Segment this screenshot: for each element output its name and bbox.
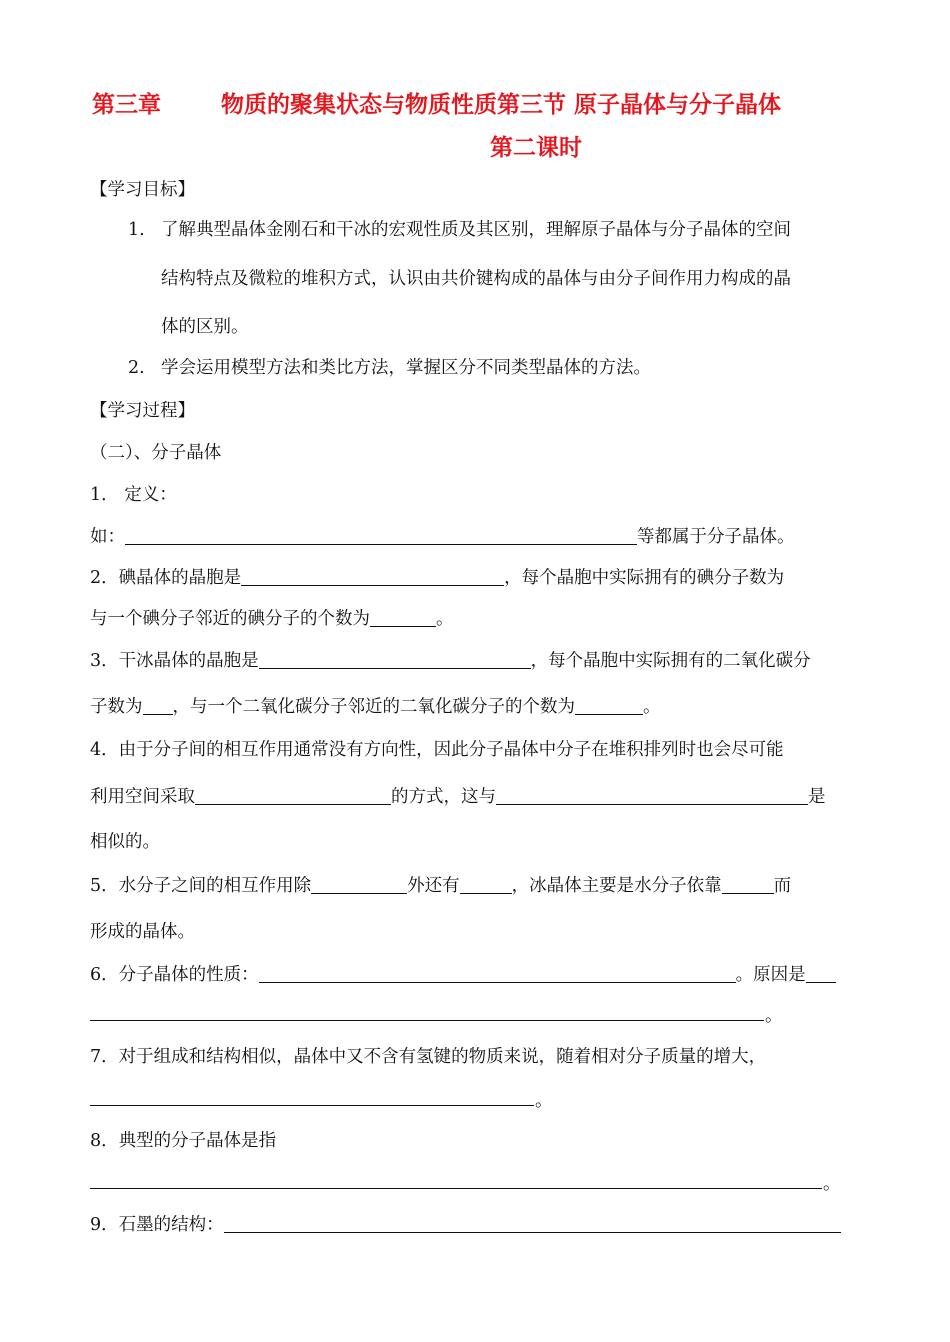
q3-line-2: 子数为 ，与一个二氧化碳分子邻近的二氧化碳分子的个数为 。 bbox=[90, 694, 661, 719]
q1-examples: 如： 等都属于分子晶体。 bbox=[90, 524, 795, 549]
objective-1-line-1: 1. 了解典型晶体金刚石和干冰的宏观性质及其区别，理解原子晶体与分子晶体的空间 bbox=[128, 220, 791, 240]
q3-blank-1[interactable] bbox=[259, 648, 531, 669]
q7-blank[interactable] bbox=[90, 1105, 534, 1106]
q8-line-1: 8．典型的分子晶体是指 bbox=[90, 1131, 277, 1151]
q7-line-1: 7．对于组成和结构相似，晶体中又不含有氢键的物质来说，随着相对分子质量的增大， bbox=[90, 1047, 767, 1067]
title-main: 物质的聚集状态与物质性质第三节 原子晶体与分子晶体 bbox=[221, 92, 782, 118]
q6-blank-1[interactable] bbox=[259, 962, 736, 983]
q2-line-1: 2．碘晶体的晶胞是 ，每个晶胞中实际拥有的碘分子数为 bbox=[90, 565, 784, 590]
q7-end: 。 bbox=[535, 1091, 553, 1111]
q1-blank[interactable] bbox=[125, 524, 637, 545]
objective-1-line-2: 结构特点及微粒的堆积方式，认识由共价键构成的晶体与由分子间作用力构成的晶 bbox=[161, 269, 791, 289]
objectives-heading: 【学习目标】 bbox=[90, 180, 195, 200]
q4-blank-2[interactable] bbox=[496, 784, 808, 805]
q2-blank-1[interactable] bbox=[241, 565, 504, 586]
q6-line-1: 6．分子晶体的性质： 。原因是 bbox=[90, 962, 836, 987]
q3-blank-3[interactable] bbox=[575, 694, 643, 715]
q6-blank-2-continued[interactable] bbox=[90, 1020, 764, 1021]
q9-blank[interactable] bbox=[224, 1212, 841, 1233]
q5-blank-2[interactable] bbox=[460, 873, 512, 894]
q5-line-1: 5．水分子之间的相互作用除 外还有 ，冰晶体主要是水分子依靠 而 bbox=[90, 873, 791, 898]
section-heading: （二）、分子晶体 bbox=[90, 443, 222, 463]
q3-blank-2[interactable] bbox=[143, 694, 173, 715]
q4-line-2: 利用空间采取 的方式，这与 是 bbox=[90, 784, 826, 809]
process-heading: 【学习过程】 bbox=[90, 401, 195, 421]
objective-2-number: 2. bbox=[128, 358, 145, 378]
q5-blank-3[interactable] bbox=[722, 873, 774, 894]
q1-definition: 1． 定义： bbox=[90, 485, 177, 505]
q6-blank-2-start[interactable] bbox=[806, 962, 836, 983]
q8-end: 。 bbox=[823, 1174, 841, 1194]
q4-line-3: 相似的。 bbox=[90, 832, 160, 852]
title-subtitle: 第二课时 bbox=[490, 135, 582, 161]
objective-1-line-3: 体的区别。 bbox=[161, 317, 249, 337]
q9-line-1: 9．石墨的结构： bbox=[90, 1212, 841, 1237]
q6-end: 。 bbox=[765, 1006, 783, 1026]
q4-blank-1[interactable] bbox=[195, 784, 391, 805]
q8-blank[interactable] bbox=[90, 1188, 822, 1189]
q4-line-1: 4．由于分子间的相互作用通常没有方向性，因此分子晶体中分子在堆积排列时也会尽可能 bbox=[90, 740, 784, 760]
chapter-label: 第三章 bbox=[92, 92, 161, 118]
title-line-1 bbox=[92, 90, 781, 120]
q3-line-1: 3．干冰晶体的晶胞是 ，每个晶胞中实际拥有的二氧化碳分 bbox=[90, 648, 811, 673]
objective-1-number: 1. bbox=[128, 220, 145, 240]
q2-line-2: 与一个碘分子邻近的碘分子的个数为 。 bbox=[90, 606, 454, 631]
q2-blank-2[interactable] bbox=[370, 606, 436, 627]
q5-line-2: 形成的晶体。 bbox=[90, 922, 195, 942]
q5-blank-1[interactable] bbox=[311, 873, 407, 894]
objective-2: 2. 学会运用模型方法和类比方法，掌握区分不同类型晶体的方法。 bbox=[128, 358, 651, 378]
